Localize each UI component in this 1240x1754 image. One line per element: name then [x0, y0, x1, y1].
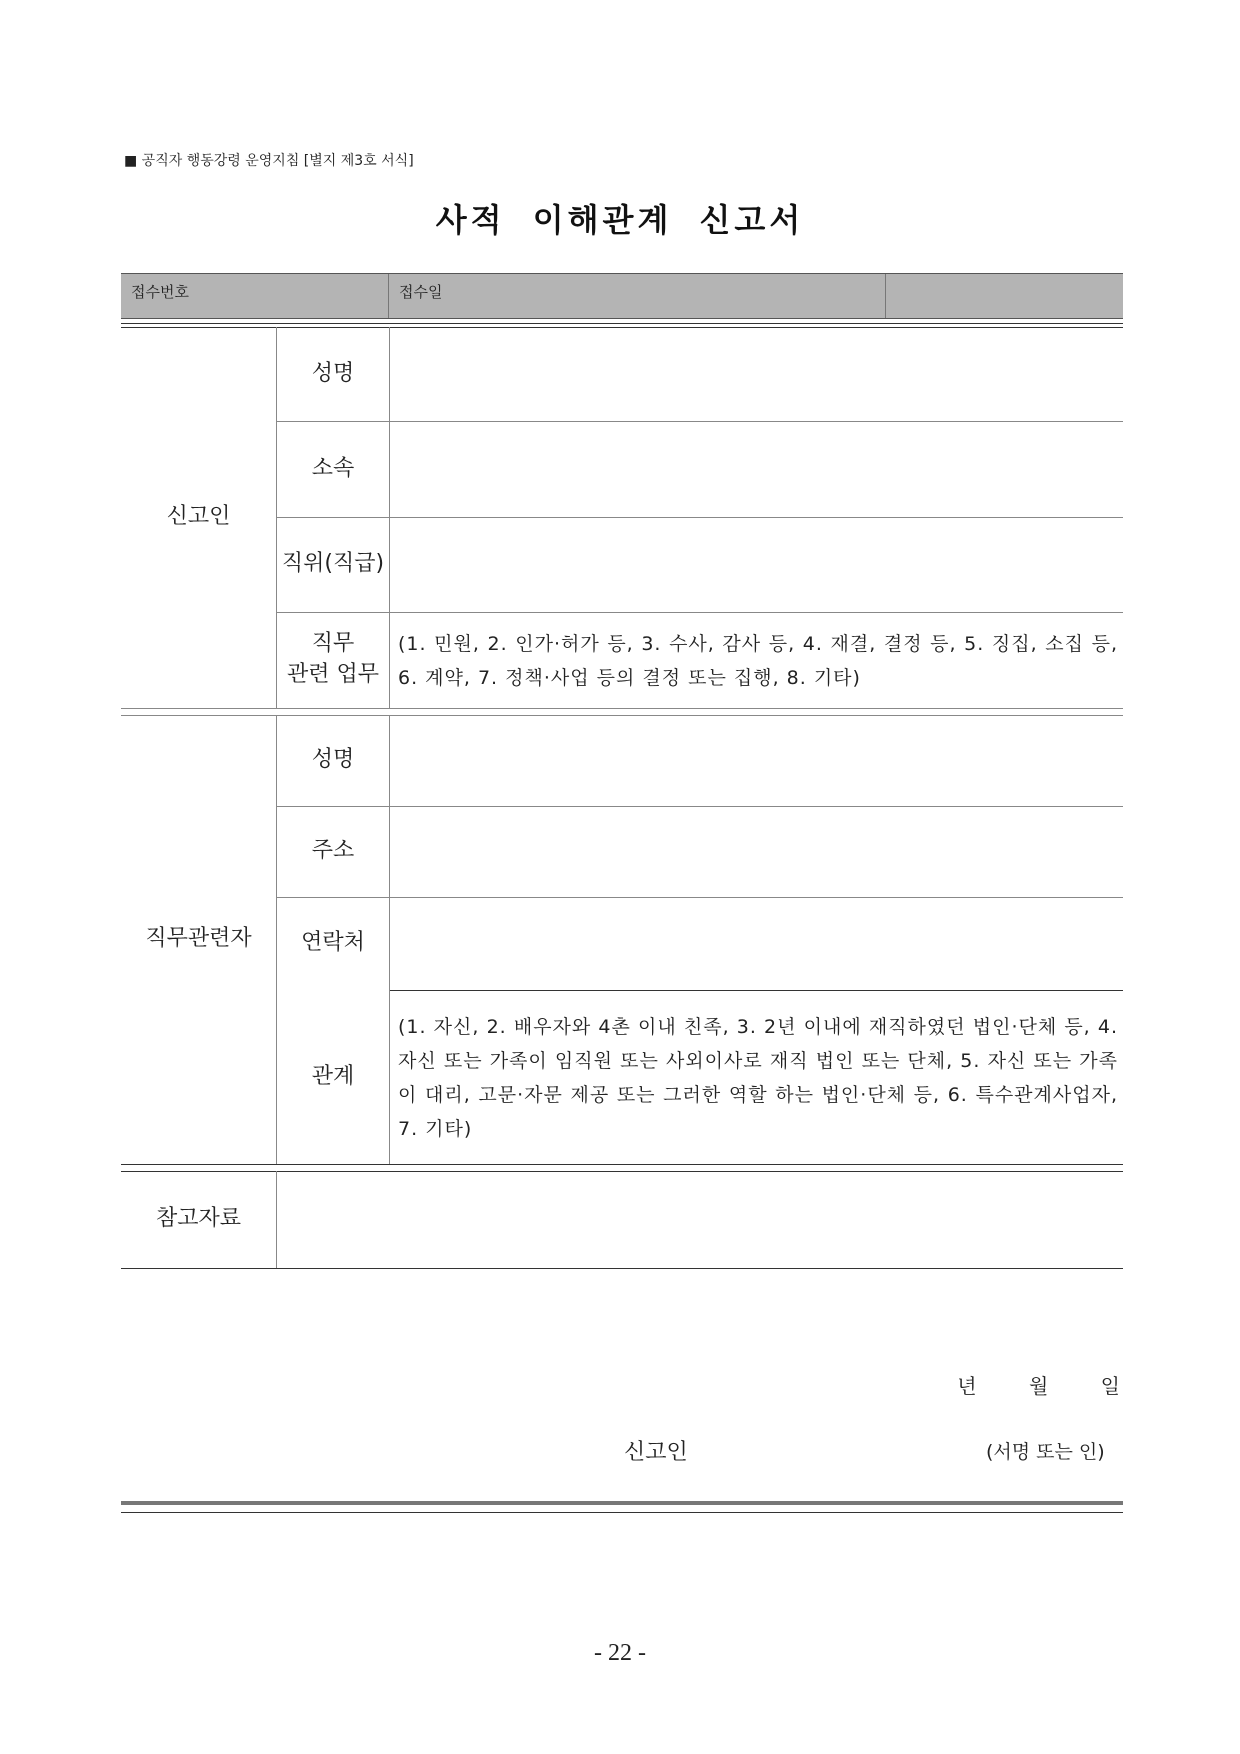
receipt-bar — [121, 273, 1123, 319]
form-title: 사적 이해관계 신고서 — [435, 201, 805, 239]
divider — [121, 1512, 1123, 1513]
reporter-duty-options[interactable]: (1. 민원, 2. 인가·허가 등, 3. 수사, 감사 등, 4. 재결, 결정 등, 5. 징집, 소집 등, 6. 계약, 7. 정책·사업 등의 결정 또는 집행, 8. 기타) — [398, 633, 1118, 689]
date-row — [911, 1370, 1120, 1399]
reporter-affiliation-field[interactable] — [390, 421, 1123, 517]
reporter-duty-label — [277, 612, 389, 708]
related-name-label: 성명 — [311, 747, 355, 773]
related-address-field[interactable] — [390, 806, 1123, 897]
divider — [121, 708, 1123, 709]
receipt-date-field[interactable] — [389, 274, 886, 318]
reporter-affiliation-label: 소속 — [311, 455, 355, 481]
reference-field[interactable] — [277, 1171, 1123, 1268]
reporter-position-label: 직위(직급) — [281, 551, 385, 577]
divider — [121, 1164, 1123, 1165]
year-label: 년 — [957, 1374, 977, 1398]
divider — [121, 323, 1123, 324]
day-label: 일 — [1100, 1374, 1120, 1398]
form-header-note: ■ 공직자 행동강령 운영지침 [별지 제3호 서식] — [124, 153, 414, 169]
divider — [121, 1268, 1123, 1269]
related-relation-label: 관계 — [311, 1063, 355, 1089]
reporter-duty-label-line2: 관련 업무 — [286, 662, 379, 687]
related-person-section-label: 직무관련자 — [145, 926, 252, 952]
receipt-date-label: 접수일 — [399, 283, 443, 301]
reporter-name-field[interactable] — [390, 327, 1123, 421]
signer-label: 신고인 — [624, 1440, 688, 1465]
receipt-number-field[interactable] — [121, 274, 389, 318]
receipt-number-label: 접수번호 — [131, 283, 189, 301]
reporter-section-label: 신고인 — [166, 504, 231, 530]
divider — [121, 1501, 1123, 1505]
receipt-extra-field[interactable] — [886, 274, 1123, 318]
related-address-label: 주소 — [311, 838, 355, 864]
divider — [276, 612, 1123, 613]
signature-note[interactable]: (서명 또는 인) — [986, 1441, 1105, 1463]
related-contact-label: 연락처 — [301, 930, 365, 956]
reporter-position-field[interactable] — [390, 517, 1123, 612]
reference-label: 참고자료 — [155, 1206, 241, 1232]
related-contact-field[interactable] — [390, 897, 1123, 990]
page-number: - 22 - — [594, 1640, 646, 1666]
month-label: 월 — [1028, 1374, 1049, 1398]
related-name-field[interactable] — [390, 715, 1123, 806]
reporter-duty-label-line1: 직무 — [311, 631, 355, 657]
reporter-name-label: 성명 — [311, 360, 355, 386]
divider — [389, 990, 1123, 991]
related-relation-options[interactable]: (1. 자신, 2. 배우자와 4촌 이내 친족, 3. 2년 이내에 재직하였던 법인·단체 등, 4. 자신 또는 가족이 임직원 또는 사외이사로 재직 법인 또는 단체, 5. 자신 또는 가족이 대리, 고문·자문 제공 또는 그러한 역할 하는 법인·단체 등, 6. 특수관계사업자, 7. 기타) — [398, 1016, 1118, 1140]
